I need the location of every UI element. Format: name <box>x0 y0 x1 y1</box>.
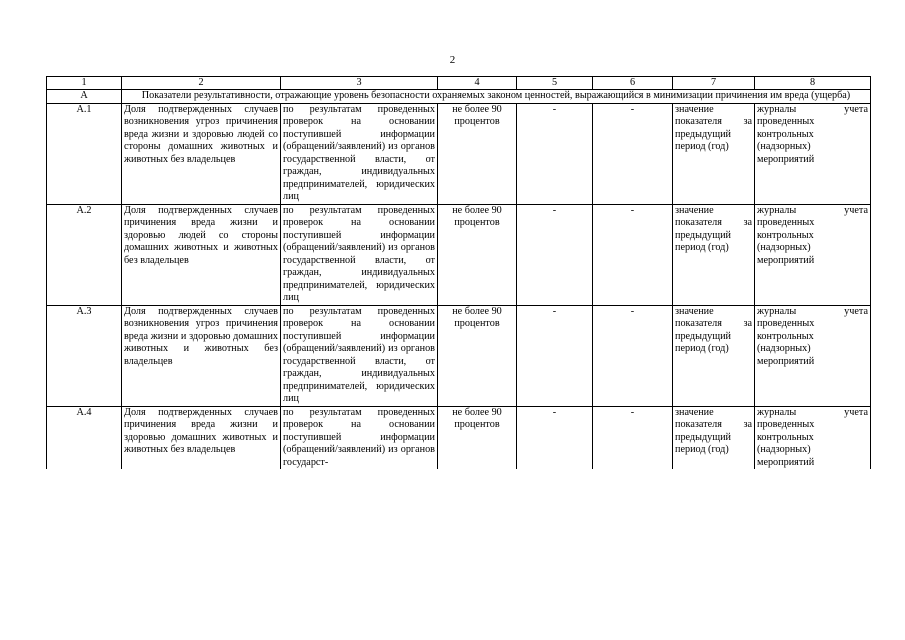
indicator-col6: - <box>593 305 673 406</box>
column-number: 5 <box>517 77 593 90</box>
indicator-target: не более 90 процентов <box>438 103 517 204</box>
indicator-col6: - <box>593 103 673 204</box>
column-number: 3 <box>281 77 438 90</box>
indicator-basis: по результатам проведенных проверок на основании поступившей информации (обращений/заявлений) из органов государст- <box>281 406 438 469</box>
section-title: Показатели результативности, отражающие уровень безопасности охраняемых законом ценностей, выражающийся в минимизации причинения им вреда (ущерба) <box>122 90 871 104</box>
section-code: А <box>47 90 122 104</box>
indicator-target: не более 90 процентов <box>438 204 517 305</box>
indicators-table <box>46 76 871 469</box>
column-number: 4 <box>438 77 517 90</box>
page-number: 2 <box>449 54 456 66</box>
indicator-col5: - <box>517 103 593 204</box>
table-row <box>47 305 871 406</box>
indicator-col6: - <box>593 406 673 469</box>
column-number: 2 <box>122 77 281 90</box>
indicator-col5: - <box>517 406 593 469</box>
indicator-name: Доля подтвержденных случаев причинения вреда жизни и здоровью людей со стороны домашних животных и животных без владельцев <box>122 204 281 305</box>
indicator-basis: по результатам проведенных проверок на основании поступившей информации (обращений/заявлений) из органов государственной власти, от граждан, индивидуальных предпринимателей, юридических лиц <box>281 204 438 305</box>
indicator-code: А.2 <box>47 204 122 305</box>
indicator-target: не более 90 процентов <box>438 406 517 469</box>
indicator-code: А.3 <box>47 305 122 406</box>
column-number: 1 <box>47 77 122 90</box>
indicator-col6: - <box>593 204 673 305</box>
column-number-row <box>47 77 871 90</box>
indicator-source: журналы учета проведенных контрольных (надзорных) мероприятий <box>755 305 871 406</box>
indicator-name: Доля подтвержденных случаев причинения вреда жизни и здоровью домашних животных и животных без владельцев <box>122 406 281 469</box>
column-number: 7 <box>673 77 755 90</box>
indicator-col5: - <box>517 204 593 305</box>
indicator-base-value: значение показателя за предыдущий период (год) <box>673 103 755 204</box>
indicator-target: не более 90 процентов <box>438 305 517 406</box>
indicator-code: А.1 <box>47 103 122 204</box>
column-number: 8 <box>755 77 871 90</box>
indicator-base-value: значение показателя за предыдущий период (год) <box>673 305 755 406</box>
indicator-basis: по результатам проведенных проверок на основании поступившей информации (обращений/заявлений) из органов государственной власти, от граждан, индивидуальных предпринимателей, юридических лиц <box>281 103 438 204</box>
table-row <box>47 103 871 204</box>
section-row <box>47 90 871 104</box>
indicator-base-value: значение показателя за предыдущий период (год) <box>673 204 755 305</box>
table-row <box>47 406 871 469</box>
indicator-name: Доля подтвержденных случаев возникновения угроз причинения вреда жизни и здоровью домашних животных и животных без владельцев <box>122 305 281 406</box>
table-row <box>47 204 871 305</box>
indicator-basis: по результатам проведенных проверок на основании поступившей информации (обращений/заявлений) из органов государственной власти, от граждан, индивидуальных предпринимателей, юридических лиц <box>281 305 438 406</box>
indicator-source: журналы учета проведенных контрольных (надзорных) мероприятий <box>755 103 871 204</box>
column-number: 6 <box>593 77 673 90</box>
indicator-col5: - <box>517 305 593 406</box>
indicator-code: А.4 <box>47 406 122 469</box>
indicator-source: журналы учета проведенных контрольных (надзорных) мероприятий <box>755 406 871 469</box>
indicator-name: Доля подтвержденных случаев возникновения угроз причинения вреда жизни и здоровью людей со стороны домашних животных и животных без владельцев <box>122 103 281 204</box>
indicator-source: журналы учета проведенных контрольных (надзорных) мероприятий <box>755 204 871 305</box>
indicator-base-value: значение показателя за предыдущий период (год) <box>673 406 755 469</box>
